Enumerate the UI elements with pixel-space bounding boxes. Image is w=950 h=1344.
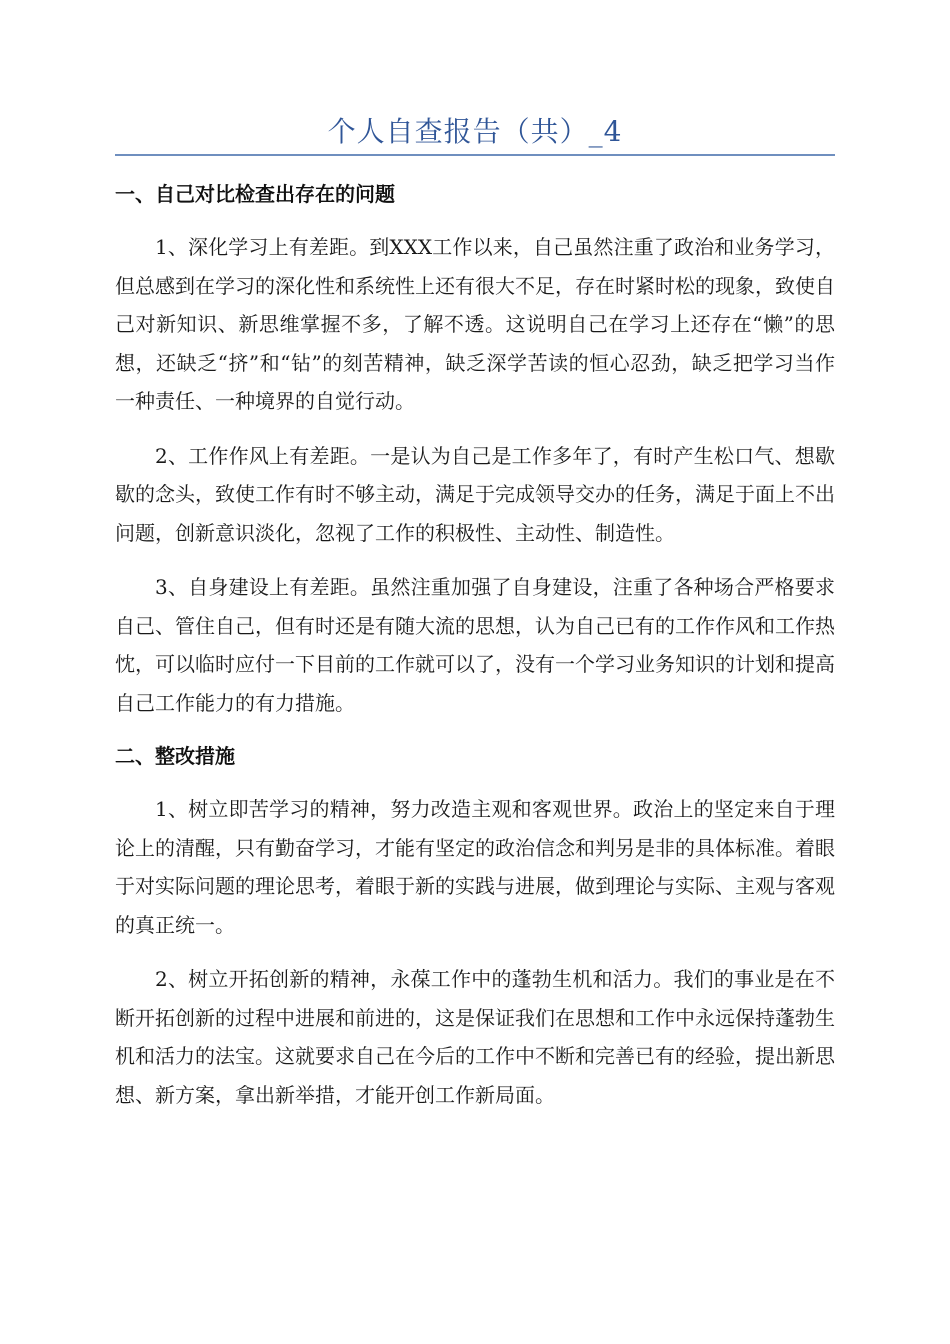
section-heading-problems: 一、自己对比检查出存在的问题 xyxy=(115,182,395,206)
paragraph-problem-2: 2、工作作风上有差距。一是认为自己是工作多年了，有时产生松口气、想歇歇的念头，致使工作有时不够主动，满足于完成领导交办的任务，满足于面上不出问题，创新意识淡化，忽视了工作的积极性、主动性、制造性。 xyxy=(115,443,835,545)
section-problems xyxy=(115,176,835,722)
paragraph-problem-1: 1、深化学习上有差距。到XXX工作以来，自己虽然注重了政治和业务学习，但总感到在学习的深化性和系统性上还有很大不足，存在时紧时松的现象，致使自己对新知识、新思维掌握不多，了解不透。这说明自己在学习上还存在“懒”的思想，还缺乏“挤”和“钻”的刻苦精神，缺乏深学苦读的恒心忍劲，缺乏把学习当作一种责任、一种境界的自觉行动。 xyxy=(115,235,835,413)
document-title: 个人自查报告（共）_4 xyxy=(327,115,623,148)
section-heading-measures: 二、整改措施 xyxy=(115,744,235,768)
paragraph-problem-3: 3、自身建设上有差距。虽然注重加强了自身建设，注重了各种场合严格要求自己、管住自己，但有时还是有随大流的思想，认为自己已有的工作作风和工作热忱，可以临时应付一下目前的工作就可以了，没有一个学习业务知识的计划和提高自己工作能力的有力措施。 xyxy=(115,575,835,715)
document-body xyxy=(115,176,835,1130)
paragraph-measure-2: 2、树立开拓创新的精神，永葆工作中的蓬勃生机和活力。我们的事业是在不断开拓创新的过程中进展和前进的，这是保证我们在思想和工作中永远保持蓬勃生机和活力的法宝。这就要求自己在今后的工作中不断和完善已有的经验，提出新思想、新方案，拿出新举措，才能开创工作新局面。 xyxy=(115,967,835,1107)
paragraph-measure-1: 1、树立即苦学习的精神，努力改造主观和客观世界。政治上的坚定来自于理论上的清醒，只有勤奋学习，才能有坚定的政治信念和判另是非的具体标准。着眼于对实际问题的理论思考，着眼于新的实践与进展，做到理论与实际、主观与客观的真正统一。 xyxy=(115,797,835,937)
section-measures xyxy=(115,738,835,1114)
title-divider xyxy=(115,154,835,156)
